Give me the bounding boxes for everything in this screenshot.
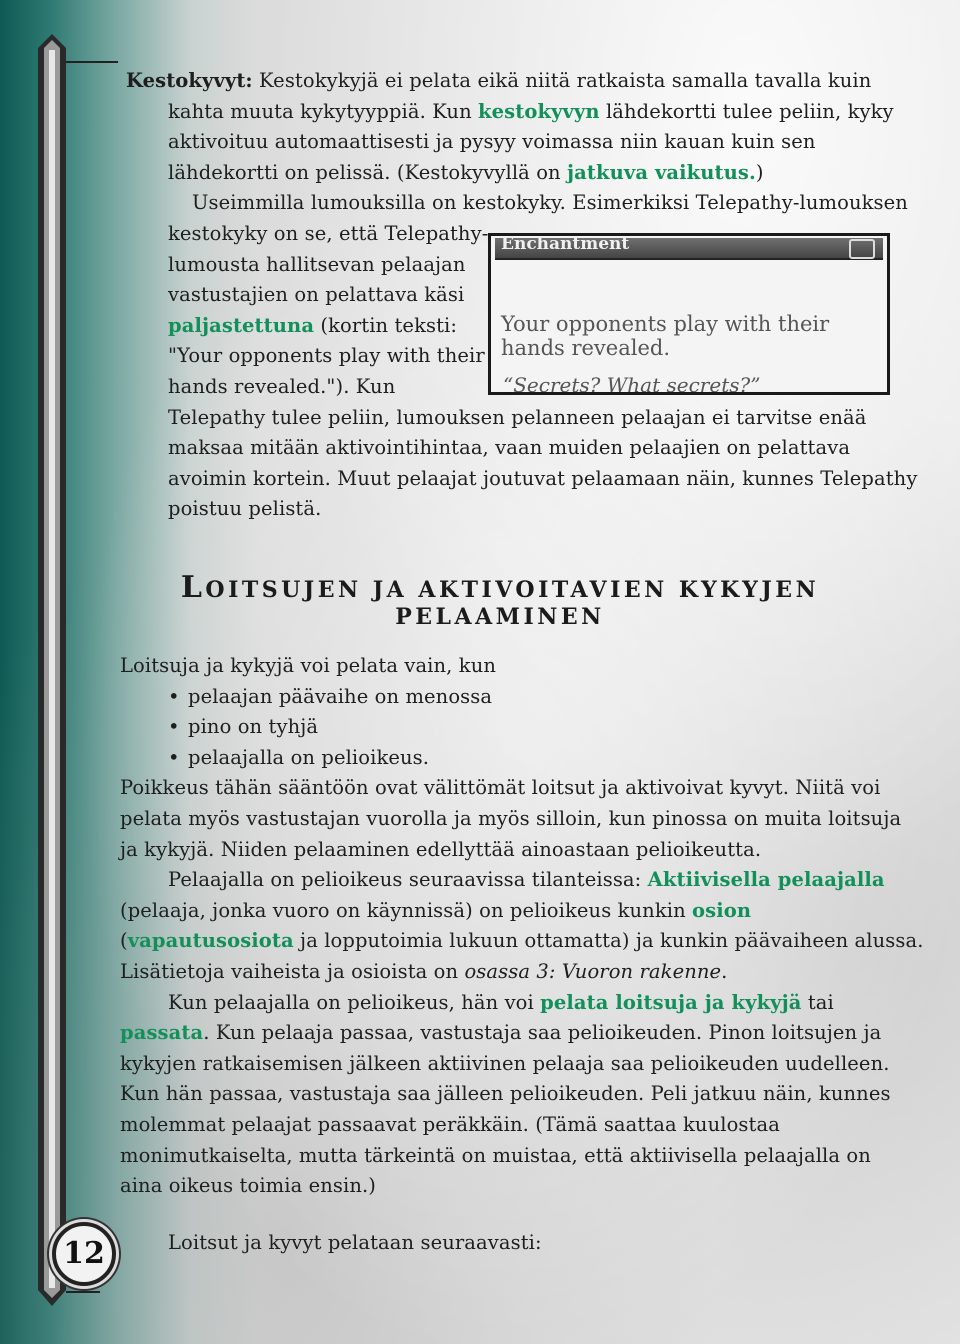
text-span: . [721,960,728,983]
intro-text-line [168,494,321,525]
body-text-line [168,865,885,896]
text-span: Poikkeus tähän sääntöön ovat välittömät loitsut ja aktivoivat kyvyt. Niitä voi [120,776,881,800]
text-span: kahta muuta kykytyyppiä. Kun [168,99,479,123]
body-text-line [120,1110,780,1141]
intro-text-line [168,219,488,250]
glossary-term: passata [120,1021,204,1045]
text-span: Kun pelaajalla on pelioikeus, hän voi [168,990,541,1014]
text-span: lähdekortti tulee peliin, kyky [599,99,894,123]
text-span: kestokyky on se, että Telepathy- [168,222,489,245]
intro-text-line [168,403,866,434]
text-span: ( [120,929,128,953]
text-span: poistuu pelistä. [168,497,322,521]
text-span: kykyjen ratkaisemisen jälkeen aktiivinen pelaaja saa pelioikeuden uudelleen. [120,1051,890,1075]
intro-text-line [168,250,466,281]
text-span: ) [755,160,764,184]
text-span: "Your opponents play with their [168,344,485,368]
text-span: osassa 3: Vuoron rakenne [464,960,722,983]
section-heading [120,570,880,605]
intro-text-line [192,188,908,219]
text-span: (pelaaja, jonka vuoro on käynnissä) on pelioikeus kunkin [120,898,693,922]
text-span: pelaajan päävaihe on menossa [188,684,493,708]
text-span: tai [801,990,834,1014]
text-span: maksaa mitään aktivointihintaa, vaan muiden pelaajien on pelattava [168,436,851,460]
text-span: Kestokykyjä ei pelata eikä niitä ratkaista samalla tavalla kuin [252,69,872,92]
intro-text-line [168,433,850,464]
body-text-line [120,1018,881,1049]
page-number: 12 [52,1222,116,1286]
intro-text-line [168,311,457,342]
text-span: ja lopputoimia lukuun ottamatta) ja kunkin päävaiheen alussa. [293,929,924,953]
body-text-line [120,804,901,835]
text-span: pino on tyhjä [188,715,319,739]
text-span: molemmat pelaajat passaavat peräkkäin. (Tämä saattaa kuulostaa [120,1113,780,1136]
intro-text-line [168,464,917,495]
heading-text: OITSUJEN JA AKTIVOITAVIEN KYKYJEN [205,577,820,603]
body-text-line [120,835,761,866]
body-text-line [168,988,834,1019]
footer-line: Loitsut ja kyvyt pelataan seuraavasti: [168,1231,542,1254]
card-type-bar [495,234,883,260]
text-span: lähdekortti on pelissä. (Kestokyvyllä on [168,160,567,184]
body-text-line [120,1171,376,1202]
body-text-line [120,926,924,957]
glossary-term: vapautusosiota [127,929,294,953]
bullet-icon: • [168,715,180,739]
body-text-line [168,743,429,774]
body-text-line [120,957,727,988]
bullet-icon: • [168,745,180,769]
bullet-icon: • [168,684,180,708]
telepathy-card-image [488,233,890,395]
text-span: monimutkaiselta, mutta tärkeintä on muistaa, että aktiivisella pelaajalla on [120,1143,871,1167]
text-span: (kortin teksti: [314,313,458,337]
card-flavor-text: “Secrets? What secrets?” [503,373,761,395]
text-span: Telepathy tulee peliin, lumouksen pelanneen pelaajan ei tarvitse enää [168,405,867,429]
intro-text-line [168,97,894,128]
text-span: aina oikeus toimia ensin.) [120,1174,377,1198]
text-span: Lisätietoja vaiheista ja osioista on [120,960,465,983]
body-text-line [120,651,496,682]
intro-text-line [168,341,485,372]
text-span: avoimin kortein. Muut pelaajat joutuvat pelaamaan näin, kunnes Telepathy [168,466,918,490]
text-span: Kun hän passaa, vastustaja saa jälleen pelioikeuden. Peli jatkuu näin, kunnes [120,1082,891,1106]
card-type-line: Enchantment [501,234,630,254]
section-heading-line2: PELAAMINEN [395,604,605,630]
text-span: pelata myös vastustajan vuorolla ja myös silloin, kun pinossa on muita loitsuja [120,807,902,830]
text-span: aktivoituu automaattisesti ja pysyy voimassa niin kauan kuin sen [168,130,816,154]
glossary-term: pelata loitsuja ja kykyjä [540,990,802,1014]
body-text-line [120,1141,871,1172]
text-span: Loitsuja ja kykyjä voi pelata vain, kun [120,654,497,677]
text-span: hands revealed."). Kun [168,375,396,398]
intro-text-line [126,66,871,97]
glossary-term: Aktiivisella pelaajalla [647,868,885,892]
text-span: ja kykyjä. Niiden pelaaminen edellyttää ainoastaan pelioikeutta. [120,837,762,861]
intro-text-line [168,127,816,158]
glossary-term: osion [692,898,752,922]
text-span: Kestokyvyt: [126,69,253,92]
heading-text: L [180,570,206,605]
intro-text-line [168,372,395,403]
card-rules-text: Your opponents play with their hands revealed. [501,312,830,360]
text-span: pelaajalla on pelioikeus. [188,745,430,769]
text-span: Useimmilla lumouksilla on kestokyky. Esimerkiksi Telepathy-lumouksen [192,191,908,215]
intro-text-line [168,158,764,189]
text-span: . Kun pelaaja passaa, vastustaja saa pelioikeuden. Pinon loitsujen ja [203,1021,882,1045]
glossary-term: kestokyvyn [478,99,600,123]
glossary-term: paljastettuna [168,313,315,337]
intro-text-line [168,280,464,311]
page-border-frame [0,0,120,1344]
body-text-line [168,682,492,713]
body-text-line [120,896,751,927]
text-span: Pelaajalla on pelioikeus seuraavissa tilanteissa: [168,868,648,892]
body-text-line [120,1079,891,1110]
glossary-term: jatkuva vaikutus. [567,160,756,184]
text-span: vastustajien on pelattava käsi [168,283,465,307]
set-symbol-icon [849,239,875,259]
text-span: lumousta hallitsevan pelaajan [168,252,466,276]
body-text-line [120,773,880,804]
body-text-line [168,712,318,743]
body-text-line [120,1049,890,1080]
